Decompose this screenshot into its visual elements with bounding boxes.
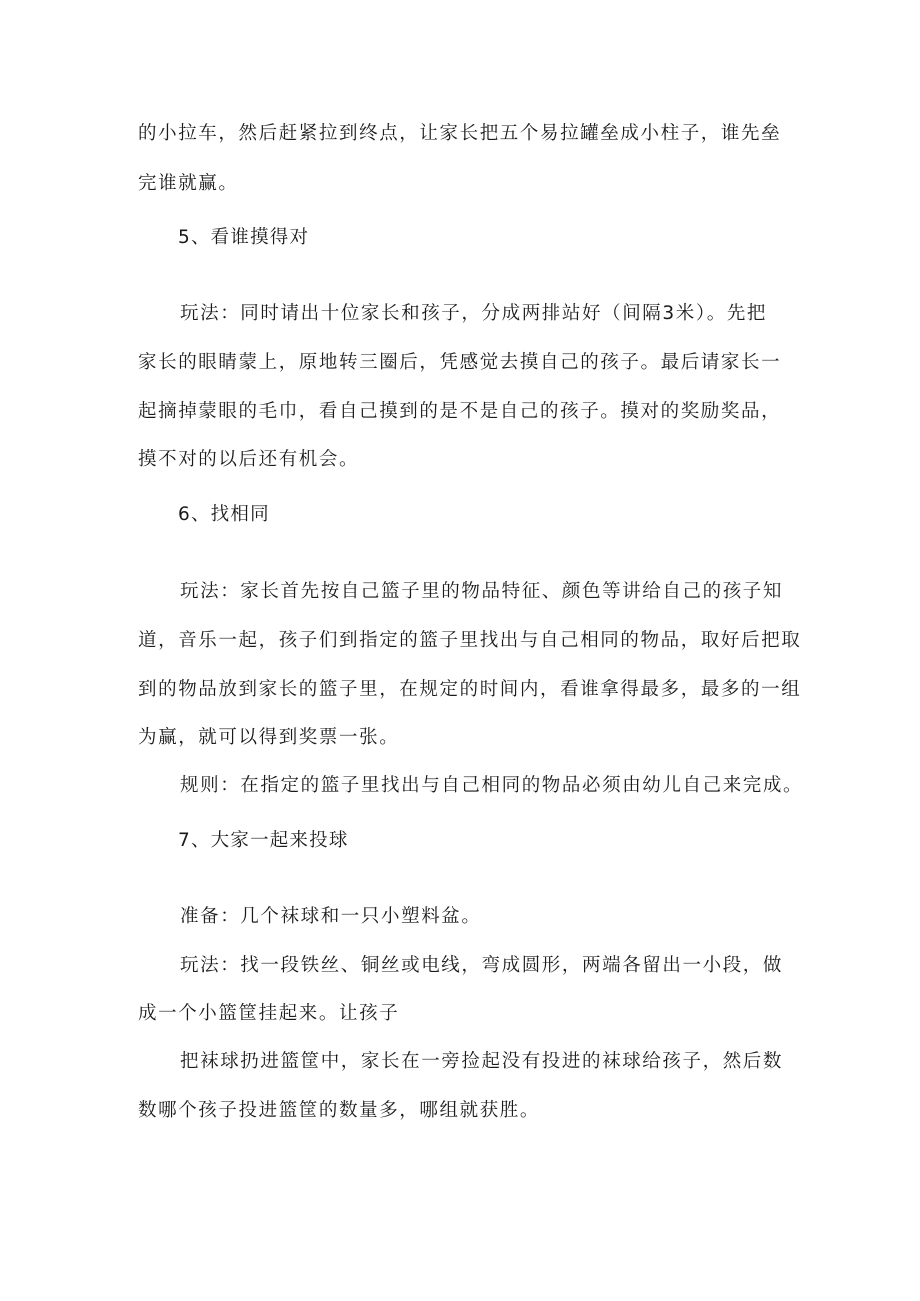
paragraph-line: 到的物品放到家长的篮子里，在规定的时间内，看谁拿得最多，最多的一组	[138, 679, 802, 700]
paragraph-line: 道，音乐一起，孩子们到指定的篮子里找出与自己相同的物品，取好后把取	[138, 630, 802, 651]
paragraph-line: 为赢，就可以得到奖票一张。	[138, 727, 400, 748]
paragraph-line: 数哪个孩子投进篮筐的数量多，哪组就获胜。	[138, 1100, 541, 1121]
section-heading-6: 6、找相同	[178, 504, 270, 525]
paragraph-line: 成一个小篮筐挂起来。让孩子	[138, 1003, 400, 1024]
paragraph-line: 玩法：找一段铁丝、铜丝或电线，弯成圆形，两端各留出一小段，做	[180, 955, 784, 976]
paragraph-line: 的小拉车，然后赶紧拉到终点，让家长把五个易拉罐垒成小柱子，谁先垒	[138, 123, 782, 144]
paragraph-line: 玩法：家长首先按自己篮子里的物品特征、颜色等讲给自己的孩子知	[180, 581, 784, 602]
paragraph-line: 把袜球扔进篮筐中，家长在一旁捡起没有投进的袜球给孩子，然后数	[180, 1051, 784, 1072]
section-heading-5: 5、看谁摸得对	[178, 227, 310, 248]
paragraph-line: 起摘掉蒙眼的毛巾，看自己摸到的是不是自己的孩子。摸对的奖励奖品，	[138, 401, 782, 422]
paragraph-line: 准备：几个袜球和一只小塑料盆。	[180, 906, 482, 927]
paragraph-line: 完谁就赢。	[138, 173, 239, 194]
section-heading-7: 7、大家一起来投球	[178, 830, 349, 851]
paragraph-line: 玩法：同时请出十位家长和孩子，分成两排站好（间隔3米）。先把	[180, 303, 768, 324]
paragraph-line: 规则：在指定的篮子里找出与自己相同的物品必须由幼儿自己来完成。	[180, 775, 804, 796]
paragraph-line: 摸不对的以后还有机会。	[138, 449, 360, 470]
paragraph-line: 家长的眼睛蒙上，原地转三圈后，凭感觉去摸自己的孩子。最后请家长一	[138, 352, 782, 373]
